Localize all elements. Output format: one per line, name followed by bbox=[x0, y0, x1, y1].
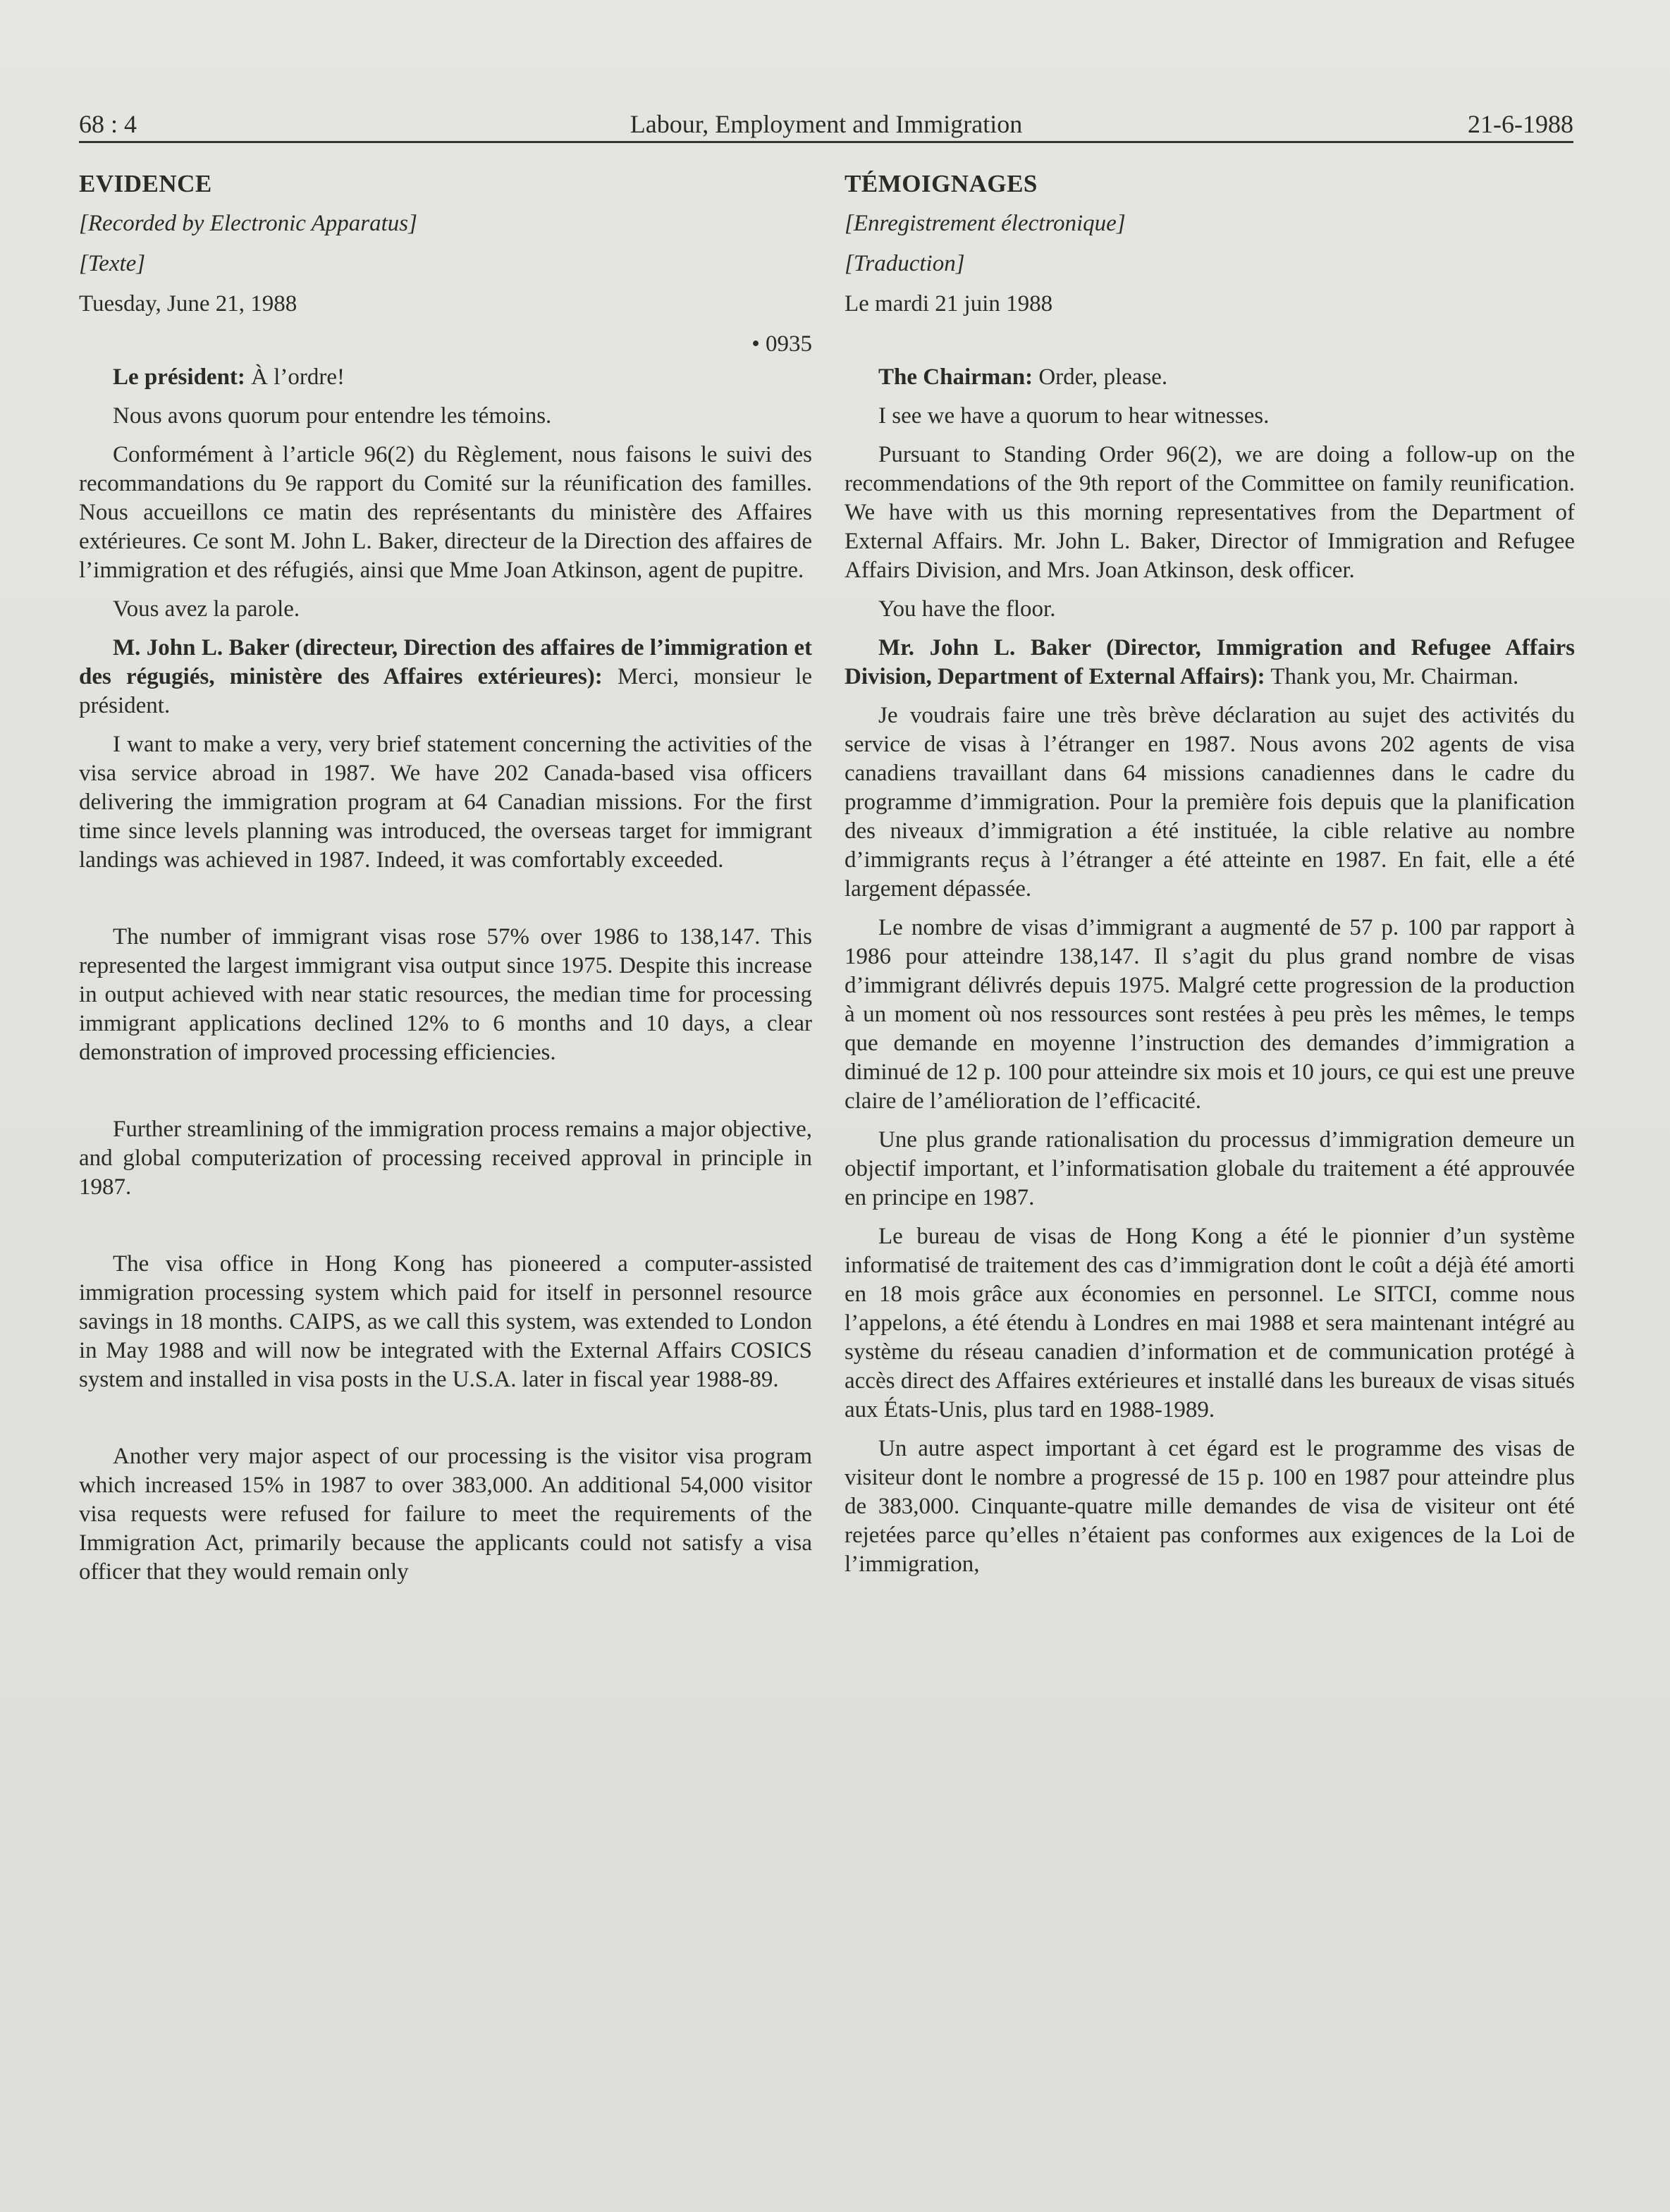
paragraph: The visa office in Hong Kong has pioneered a computer-assisted immigration processing system which paid for itself in personnel resource savings in 18 months. CAIPS, as we call this system, was extended to London in May 1988 and will now be integrated with the External Affairs COSICS system and installed in visa posts in the U.S.A. later in fiscal year 1988-89. bbox=[79, 1251, 812, 1392]
meeting-date: Tuesday, June 21, 1988 bbox=[79, 291, 297, 317]
meeting-date: Le mardi 21 juin 1988 bbox=[845, 291, 1053, 317]
french-column bbox=[845, 169, 1575, 1589]
running-head bbox=[79, 107, 1573, 143]
speaker: Le président: bbox=[113, 364, 245, 390]
paragraph: Une plus grande rationalisation du processus d’immigration demeure un objectif important, et l’informatisation globale du traitement a été approuvée en principe en 1987. bbox=[845, 1127, 1575, 1210]
paragraph: Je voudrais faire une très brève déclaration au sujet des activités du service de visas à l’étranger en 1987. Nous avons 202 agents de visa canadiens travaillant dans 64 missions canadiennes dans le cadre du programme d’immigration. Pour la première fois depuis que la planification des niveaux d’immigration a été instituée, la cible relative au nombre d’immigrants reçus à l’étranger a été atteinte en 1987. En fait, elle a été largement dépassée. bbox=[845, 703, 1575, 902]
paragraph: You have the floor. bbox=[878, 596, 1056, 622]
paragraph: Le bureau de visas de Hong Kong a été le pionnier d’un système informatisé de traitement des cas d’immigration dont le coût a déjà été amorti en 18 mois grâce aux économies en personnel. Le SITCI, comme nous l’appelons, a été étendu à Londres en mai 1988 et sera maintenant intégré au système du réseau canadien d’information et de communication protégé à accès direct des Affaires extérieures et installé dans les bureaux de visas situés aux États-Unis, plus tard en 1988-1989. bbox=[845, 1224, 1575, 1423]
section-heading: EVIDENCE bbox=[79, 170, 212, 197]
paragraph: Nous avons quorum pour entendre les témoins. bbox=[113, 403, 552, 429]
paragraph: The number of immigrant visas rose 57% over 1986 to 138,147. This represented the largest immigrant visa output since 1975. Despite this increase in output achieved with near static resources, the median time for processing immigrant applications declined 12% to 6 months and 10 days, a clear demonstration of improved processing efficiencies. bbox=[79, 924, 812, 1065]
paragraph: I see we have a quorum to hear witnesses. bbox=[878, 403, 1270, 429]
paragraph: Un autre aspect important à cet égard est le programme des visas de visiteur dont le nombre a progressé de 15 p. 100 en 1987 pour atteindre plus de 383,000. Cinquante-quatre mille demandes de visa de visiteur ont été rejetées parce qu’elles n’étaient pas conformes aux exigences de la Loi de l’immigration, bbox=[845, 1436, 1575, 1577]
speaker: M. John L. Baker (directeur, Direction des affaires de l’immigration et des régugiés, ministère des Affaires extérieures): bbox=[79, 635, 812, 689]
paragraph: Le président: À l’ordre! bbox=[113, 364, 345, 390]
paragraph: M. John L. Baker (directeur, Direction des affaires de l’immigration et des régugiés, ministère des Affaires extérieures): Merci, monsieur le président. bbox=[79, 635, 812, 718]
paragraph: Pursuant to Standing Order 96(2), we are doing a follow-up on the recommendations of the 9th report of the Committee on family reunification. We have with us this morning representatives from the Department of External Affairs. Mr. John L. Baker, Director of Immigration and Refugee Affairs Division, and Mrs. Joan Atkinson, desk officer. bbox=[845, 442, 1575, 583]
publication-title: Labour, Employment and Immigration bbox=[630, 110, 1023, 138]
section-heading: TÉMOIGNAGES bbox=[845, 170, 1038, 197]
text-note: [Texte] bbox=[79, 251, 146, 276]
paragraph: I want to make a very, very brief statement concerning the activities of the visa service abroad in 1987. We have 202 Canada-based visa officers delivering the immigration program at 64 Canadian missions. For the first time since levels planning was introduced, the overseas target for immigrant landings was achieved in 1987. Indeed, it was comfortably exceeded. bbox=[79, 732, 812, 873]
paragraph: Mr. John L. Baker (Director, Immigration and Refugee Affairs Division, Department of External Affairs): Thank you, Mr. Chairman. bbox=[845, 635, 1575, 689]
recording-note: [Recorded by Electronic Apparatus] bbox=[79, 211, 417, 236]
paragraph: Vous avez la parole. bbox=[113, 596, 300, 622]
translation-note: [Traduction] bbox=[845, 251, 965, 276]
paragraph: Further streamlining of the immigration process remains a major objective, and global computerization of processing received approval in principle in 1987. bbox=[79, 1117, 812, 1200]
paragraph: Conformément à l’article 96(2) du Règlement, nous faisons le suivi des recommandations du 9e rapport du Comité sur la réunification des familles. Nous accueillons ce matin des représentants du ministère des Affaires extérieures. Ce sont M. John L. Baker, directeur de la Direction des affaires de l’immigration et des réfugiés, ainsi que Mme Joan Atkinson, agent de pupitre. bbox=[79, 442, 812, 583]
paragraph: The Chairman: Order, please. bbox=[878, 364, 1168, 390]
paragraph: Le nombre de visas d’immigrant a augmenté de 57 p. 100 par rapport à 1986 pour atteindre 138,147. Il s’agit du plus grand nombre de visas d’immigrant délivrés depuis 1975. Malgré cette progression de la production à un moment où nos ressources sont restées à peu près les mêmes, le temps que demande en moyenne l’instruction des demandes d’immigration a diminué de 12 p. 100 pour atteindre six mois et 10 jours, ce qui est une preuve claire de l’amélioration de l’efficacité. bbox=[845, 915, 1575, 1114]
header-date: 21-6-1988 bbox=[1468, 110, 1573, 138]
recording-note: [Enregistrement électronique] bbox=[845, 211, 1126, 236]
speaker: Mr. John L. Baker (Director, Immigration and Refugee Affairs Division, Department of External Affairs): bbox=[845, 635, 1575, 689]
english-column bbox=[79, 169, 812, 1597]
page-number: 68 : 4 bbox=[79, 110, 137, 138]
timestamp: • 0935 bbox=[751, 331, 812, 357]
speaker: The Chairman: bbox=[878, 364, 1033, 390]
paragraph: Another very major aspect of our processing is the visitor visa program which increased 15% in 1987 to over 383,000. An additional 54,000 visitor visa requests were refused for failure to meet the requirements of the Immigration Act, primarily because the applicants could not satisfy a visa officer that they would remain only bbox=[79, 1444, 812, 1585]
